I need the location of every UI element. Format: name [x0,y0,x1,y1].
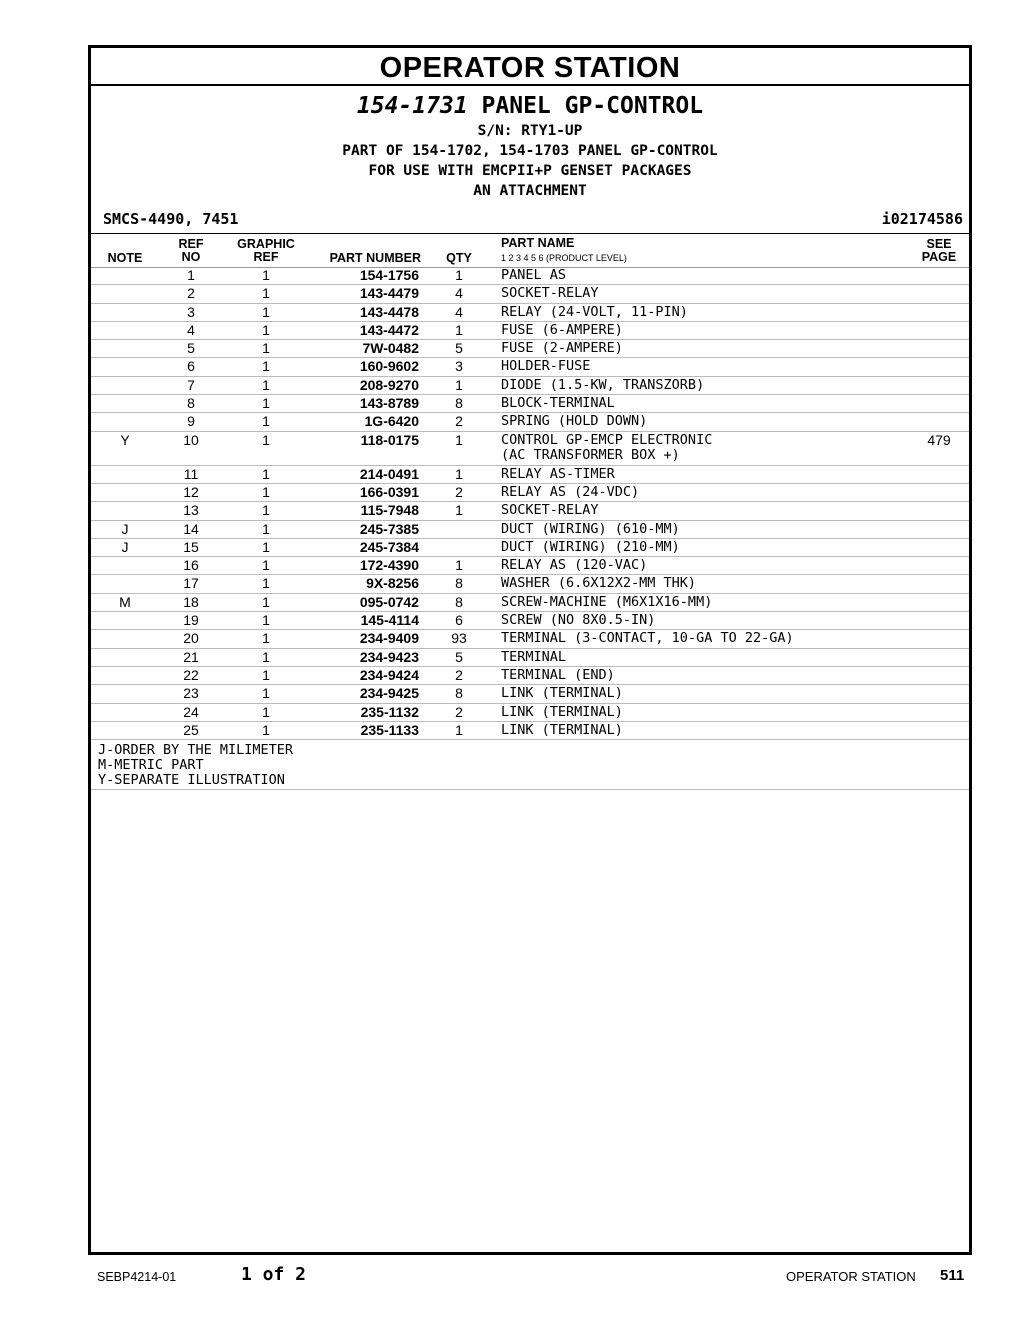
row-part-name-line1: SCREW (NO 8X0.5-IN) [501,612,656,629]
header-ref-bottom: NO [181,250,201,264]
row-part-name [501,522,680,537]
row-graphic-ref: 1 [262,721,270,738]
row-part-name [501,705,623,720]
row-part-name [501,396,615,411]
row-qty: 8 [455,575,463,592]
row-note: J [121,520,129,537]
header-qty: QTY [446,251,472,265]
row-ref-no: 15 [183,538,199,555]
header-gref-bottom: REF [253,250,279,264]
table-row [91,612,969,630]
row-ref-no: 1 [187,267,195,283]
group-name: PANEL GP-CONTROL [481,93,704,119]
row-part-number: 115-7948 [360,502,419,519]
table-row [91,484,969,502]
row-graphic-ref: 1 [262,685,270,702]
table-row [91,649,969,667]
row-part-name-line2: (AC TRANSFORMER BOX +) [501,446,680,463]
row-ref-no: 16 [183,557,199,574]
row-graphic-ref: 1 [262,520,270,537]
table-row [91,267,969,285]
row-part-number: 1G-6420 [364,413,419,430]
part-of-line: PART OF 154-1702, 154-1703 PANEL GP-CONTROL [342,143,718,159]
row-qty: 6 [455,612,463,629]
row-part-name [501,503,599,518]
row-part-name [501,540,680,555]
row-qty: 1 [455,557,463,574]
row-qty: 1 [455,267,463,283]
row-part-name [501,378,704,393]
row-qty: 5 [455,340,463,357]
row-part-name-line1: RELAY AS-TIMER [501,465,615,482]
table-row [91,722,969,740]
row-qty: 3 [455,358,463,375]
row-ref-no: 19 [183,612,199,629]
note-line: M-METRIC PART [98,757,204,774]
table-row [91,395,969,413]
parts-list-frame [88,45,972,1255]
row-qty: 8 [455,685,463,702]
row-part-name-line1: LINK (TERMINAL) [501,721,623,738]
row-part-number: 160-9602 [359,358,419,375]
row-qty: 2 [455,413,463,430]
table-row [91,594,969,612]
row-qty: 4 [455,285,463,302]
row-part-name-line1: TERMINAL [501,648,567,665]
header-part-number: PART NUMBER [329,251,421,265]
row-part-name [501,341,623,356]
table-row [91,521,969,539]
row-qty: 8 [455,395,463,412]
row-part-name [501,359,590,374]
row-graphic-ref: 1 [262,630,270,647]
row-qty: 93 [451,630,467,647]
row-part-name-line1: DIODE (1.5-KW, TRANSZORB) [501,376,705,393]
row-part-number: 245-7384 [359,538,419,555]
row-graphic-ref: 1 [262,593,270,610]
row-part-name [501,323,623,338]
notes-legend [91,740,969,790]
row-graphic-ref: 1 [262,483,270,500]
row-part-number: 245-7385 [359,520,419,537]
table-row [91,285,969,303]
table-row [91,667,969,685]
row-graphic-ref: 1 [262,703,270,720]
row-part-name [501,723,623,738]
row-part-name-line1: LINK (TERMINAL) [501,685,623,702]
row-part-number: 154-1756 [359,267,419,283]
header-gref-top: GRAPHIC [237,237,295,251]
row-qty: 1 [455,321,463,338]
table-row [91,358,969,376]
row-part-name [501,286,599,301]
row-part-number: 208-9270 [359,376,419,393]
row-part-number: 7W-0482 [362,340,419,357]
row-part-number: 234-9424 [359,666,419,683]
row-part-name [501,686,623,701]
row-part-name [501,650,566,665]
table-row [91,340,969,358]
row-ref-no: 22 [183,666,199,683]
note-line: Y-SEPARATE ILLUSTRATION [98,772,285,789]
row-qty: 5 [455,648,463,665]
row-part-number: 9X-8256 [366,575,419,592]
row-part-number: 214-0491 [359,465,419,482]
row-graphic-ref: 1 [262,538,270,555]
row-ref-no: 18 [183,593,199,610]
row-graphic-ref: 1 [262,465,270,482]
row-qty: 1 [455,431,463,448]
row-note: Y [120,431,130,448]
row-qty: 2 [455,483,463,500]
row-ref-no: 25 [183,721,199,738]
row-part-name [501,467,615,482]
row-graphic-ref: 1 [262,557,270,574]
row-part-name-line1: HOLDER-FUSE [501,358,591,375]
row-part-name [501,631,794,646]
header-note: NOTE [107,251,143,265]
row-graphic-ref: 1 [262,376,270,393]
row-part-name [501,414,647,429]
row-ref-no: 10 [183,431,199,448]
row-part-number: 145-4114 [360,612,419,629]
row-qty: 8 [455,593,463,610]
row-ref-no: 23 [183,685,199,702]
footer-section: OPERATOR STATION [786,1269,916,1284]
group-part-number: 154-1731 [356,93,468,119]
row-graphic-ref: 1 [262,575,270,592]
row-qty: 2 [455,666,463,683]
row-part-name-line1: SOCKET-RELAY [501,285,599,302]
row-part-name-line1: DUCT (WIRING) (210-MM) [501,538,680,555]
table-row [91,557,969,575]
row-ref-no: 13 [183,502,199,519]
attachment-line: AN ATTACHMENT [473,183,587,199]
row-part-number: 235-1133 [360,721,419,738]
table-row [91,704,969,722]
row-graphic-ref: 1 [262,413,270,430]
table-row [91,322,969,340]
row-part-name-line1: RELAY AS (120-VAC) [501,557,648,574]
row-part-name-line1: PANEL AS [501,267,567,283]
row-ref-no: 9 [187,413,195,430]
row-part-number: 234-9423 [359,648,419,665]
row-qty: 1 [455,721,463,738]
section-title: OPERATOR STATION [91,48,969,86]
row-qty: 4 [455,303,463,320]
row-graphic-ref: 1 [262,340,270,357]
row-part-name-line1: SCREW-MACHINE (M6X1X16-MM) [501,593,713,610]
header-see-page [919,238,959,264]
header-see-top: SEE [926,237,952,251]
row-part-name [501,576,696,591]
row-ref-no: 14 [183,520,199,537]
row-qty: 1 [455,465,463,482]
row-ref-no: 24 [183,703,199,720]
row-part-name-line1: RELAY AS (24-VDC) [501,483,640,500]
row-ref-no: 8 [187,395,195,412]
row-note: J [121,538,129,555]
serial-number: S/N: RTY1-UP [477,123,583,139]
table-row [91,539,969,557]
table-row [91,304,969,322]
row-graphic-ref: 1 [262,666,270,683]
footer-page-number: 511 [940,1267,965,1284]
table-row [91,377,969,395]
row-part-name-line1: FUSE (2-AMPERE) [501,340,623,357]
row-part-name [501,433,712,463]
row-ref-no: 3 [187,303,195,320]
illustration-id: i02174586 [881,210,963,228]
row-graphic-ref: 1 [262,612,270,629]
row-part-number: 143-4472 [359,321,419,338]
row-part-number: 118-0175 [360,431,419,448]
row-ref-no: 4 [187,321,195,338]
row-part-name [501,558,647,573]
row-part-name-line1: LINK (TERMINAL) [501,703,623,720]
footer-doc-id: SEBP4214-01 [97,1270,177,1284]
row-part-number: 143-8789 [359,395,419,412]
row-part-number: 095-0742 [359,593,419,610]
row-graphic-ref: 1 [262,303,270,320]
row-part-name-line1: WASHER (6.6X12X2-MM THK) [501,575,697,592]
table-row [91,575,969,593]
row-part-number: 234-9409 [359,630,419,647]
row-ref-no: 7 [187,376,195,393]
header-ref-top: REF [178,237,204,251]
row-part-name-line1: TERMINAL (3-CONTACT, 10-GA TO 22-GA) [501,630,794,647]
row-ref-no: 2 [187,285,195,302]
row-part-name [501,668,615,683]
row-ref-no: 5 [187,340,195,357]
header-divider [91,233,969,234]
row-part-name-line1: SPRING (HOLD DOWN) [501,413,648,430]
row-part-name [501,305,688,320]
row-part-number: 235-1132 [360,703,419,720]
row-graphic-ref: 1 [262,321,270,338]
row-qty: 2 [455,703,463,720]
use-with-line: FOR USE WITH EMCPII+P GENSET PACKAGES [368,163,692,179]
row-part-number: 143-4478 [359,303,419,320]
header-part-name: PART NAME [501,236,575,250]
header-graphic-ref [231,238,301,264]
row-part-name-line1: BLOCK-TERMINAL [501,395,615,412]
row-see-page: 479 [927,431,951,448]
table-row [91,685,969,703]
row-graphic-ref: 1 [262,648,270,665]
header-see-bottom: PAGE [921,250,957,264]
row-part-name [501,268,566,283]
row-part-name-line1: DUCT (WIRING) (610-MM) [501,520,680,537]
row-qty: 1 [455,502,463,519]
row-qty: 1 [455,376,463,393]
product-level-labels: 1 2 3 4 5 6 (PRODUCT LEVEL) [501,253,627,263]
row-note: M [119,593,131,610]
row-part-name-line1: SOCKET-RELAY [501,502,599,519]
row-part-number: 143-4479 [359,285,419,302]
table-row [91,502,969,520]
row-ref-no: 11 [183,465,199,482]
row-graphic-ref: 1 [262,502,270,519]
footer-page-of: 1 of 2 [241,1264,307,1285]
table-row [91,413,969,431]
group-title [91,93,969,119]
row-part-number: 166-0391 [359,483,419,500]
table-row [91,432,969,466]
row-part-name [501,595,712,610]
row-part-name-line1: CONTROL GP-EMCP ELECTRONIC [501,431,713,448]
row-ref-no: 12 [183,483,199,500]
table-row [91,466,969,484]
note-line: J-ORDER BY THE MILIMETER [98,742,294,759]
table-row [91,630,969,648]
row-ref-no: 21 [183,648,199,665]
row-part-name-line1: RELAY (24-VOLT, 11-PIN) [501,303,688,320]
row-graphic-ref: 1 [262,431,270,448]
row-ref-no: 17 [183,575,199,592]
row-graphic-ref: 1 [262,358,270,375]
row-graphic-ref: 1 [262,395,270,412]
row-part-name-line1: FUSE (6-AMPERE) [501,321,623,338]
row-part-name [501,485,639,500]
row-graphic-ref: 1 [262,267,270,283]
smcs-code: SMCS-4490, 7451 [103,210,239,228]
row-part-number: 172-4390 [359,557,419,574]
parts-rows [91,267,969,790]
row-ref-no: 20 [183,630,199,647]
row-ref-no: 6 [187,358,195,375]
row-part-name-line1: TERMINAL (END) [501,666,615,683]
row-graphic-ref: 1 [262,285,270,302]
row-part-number: 234-9425 [359,685,419,702]
row-part-name [501,613,655,628]
header-ref [176,238,206,264]
